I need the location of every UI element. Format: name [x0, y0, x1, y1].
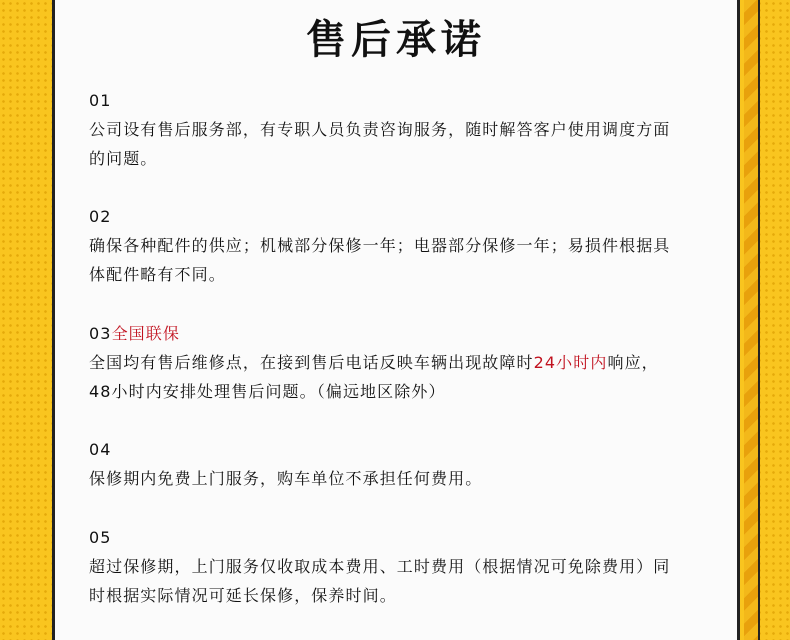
section-heading-highlight: 全国联保 [111, 324, 180, 343]
section-number-with-heading [89, 319, 729, 348]
decorative-stripe-border [744, 0, 760, 640]
section-text-line: 保修期内免费上门服务，购车单位不承担任何费用。 [89, 469, 483, 488]
section-number: 05 [89, 528, 112, 547]
section-text-line [89, 348, 729, 377]
text-part: 响应， [607, 353, 659, 372]
section-02 [89, 202, 729, 289]
section-04 [89, 435, 729, 493]
section-text-line: 的问题。 [89, 149, 158, 168]
text-highlight: 24小时内 [533, 353, 608, 372]
section-number: 02 [89, 207, 112, 226]
page-title: 售后承诺 [306, 17, 486, 63]
section-text-line: 体配件略有不同。 [89, 265, 226, 284]
section-number: 03 [89, 324, 112, 343]
text-part: 全国均有售后维修点，在接到售后电话反映车辆出现故障时 [89, 353, 534, 372]
section-text-line: 48小时内安排处理售后问题。（偏远地区除外） [89, 382, 446, 401]
section-text-line: 公司设有售后服务部，有专职人员负责咨询服务，随时解答客户使用调度方面 [89, 120, 671, 139]
section-05 [89, 523, 729, 610]
section-number: 04 [89, 440, 112, 459]
content-card [52, 0, 740, 640]
section-text-line: 超过保修期，上门服务仅收取成本费用、工时费用（根据情况可免除费用）同 [89, 557, 671, 576]
section-text-line: 确保各种配件的供应；机械部分保修一年；电器部分保修一年；易损件根据具 [89, 236, 671, 255]
section-01 [89, 86, 729, 173]
section-03 [89, 319, 729, 406]
section-number: 01 [89, 91, 112, 110]
section-text-line: 时根据实际情况可延长保修，保养时间。 [89, 586, 397, 605]
